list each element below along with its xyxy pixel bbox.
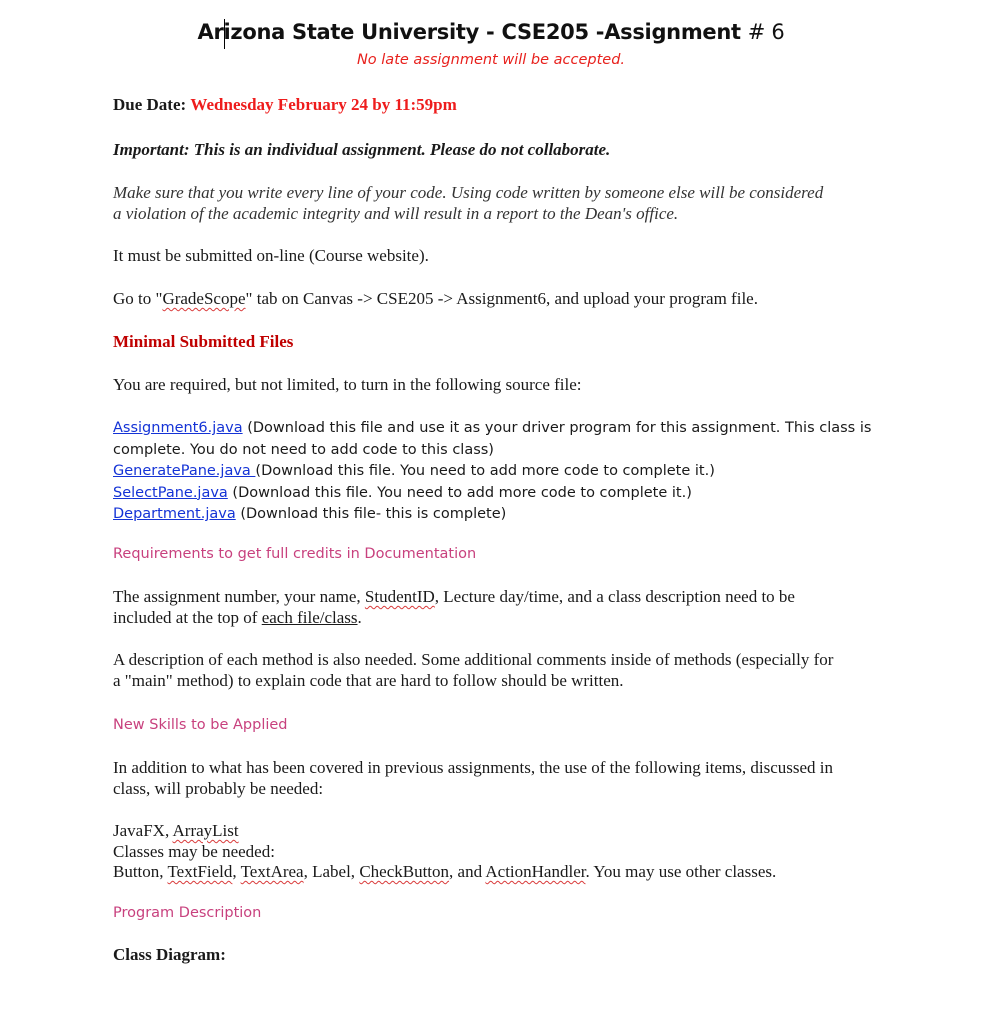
department-desc: (Download this file- this is complete)	[235, 506, 507, 522]
class-textfield: TextField	[167, 862, 233, 881]
gradescope-word: GradeScope	[162, 289, 246, 308]
class-button: Button,	[113, 862, 168, 881]
title-number: # 6	[747, 20, 785, 44]
department-link[interactable]: Department.java	[113, 506, 236, 522]
due-date-label: Due Date:	[113, 95, 187, 114]
skills-p1-line2: class, will probably be needed:	[113, 778, 324, 798]
gradescope-instructions	[113, 289, 873, 310]
class-diagram-label: Class Diagram:	[113, 945, 226, 964]
gradescope-post: " tab on Canvas -> CSE205 -> Assignment6, and upload your program file.	[245, 289, 758, 308]
doc-p1-line2-a: included at the top of	[113, 607, 262, 627]
file-item-generatepane	[113, 461, 873, 483]
documentation-p2-line1: A description of each method is also needed. Some additional comments inside of methods (especially for	[113, 650, 834, 669]
program-description-heading: Program Description	[113, 905, 262, 921]
assignment6-desc: (Download this file and use it as your driver program for this assignment. This class is	[242, 420, 872, 436]
file-item-assignment6-cont: complete. You do not need to add code to this class)	[113, 441, 494, 458]
doc-p1-b: , Lecture day/time, and a class description need to be	[434, 587, 795, 606]
document-title	[0, 20, 982, 44]
studentid-word: StudentID	[364, 587, 435, 606]
minimal-files-intro: You are required, but not limited, to turn in the following source file:	[113, 375, 582, 394]
classes-sep3: , and	[449, 862, 486, 881]
class-checkbutton: CheckButton	[359, 862, 450, 881]
integrity-line-2: a violation of the academic integrity and will result in a report to the Dean's office.	[113, 203, 679, 223]
skills-javafx-line	[113, 821, 873, 842]
submit-online-text: It must be submitted on-line (Course website).	[113, 246, 429, 265]
documentation-p1-line2	[113, 608, 873, 629]
documentation-heading: Requirements to get full credits in Documentation	[113, 546, 477, 562]
assignment6-link[interactable]: Assignment6.java	[113, 420, 243, 436]
classes-sep2: , Label,	[303, 862, 360, 881]
documentation-p2-line2: a "main" method) to explain code that are hard to follow should be written.	[113, 670, 624, 690]
minimal-files-heading: Minimal Submitted Files	[113, 332, 294, 351]
file-item-selectpane	[113, 483, 873, 505]
class-actionhandler: ActionHandler	[485, 862, 586, 881]
file-item-assignment6	[113, 418, 873, 440]
gradescope-pre: Go to "	[113, 289, 163, 308]
skills-p1-line1: In addition to what has been covered in previous assignments, the use of the following items, discussed in	[113, 758, 834, 777]
late-notice: No late assignment will be accepted.	[356, 52, 626, 68]
selectpane-desc: (Download this file. You need to add more code to complete it.)	[227, 484, 692, 501]
due-date-line	[113, 95, 873, 116]
doc-p1-line2-b: .	[357, 607, 362, 627]
classes-sep1: ,	[232, 862, 241, 881]
file-item-department	[113, 504, 873, 526]
documentation-p1-line1	[113, 587, 873, 608]
doc-p1-a: The assignment number, your name,	[113, 587, 365, 606]
each-file-class: each file/class	[261, 607, 358, 627]
generatepane-link[interactable]: GeneratePane.java	[113, 463, 256, 479]
generatepane-desc: (Download this file. You need to add more code to complete it.)	[255, 463, 715, 479]
javafx-text: JavaFX,	[113, 821, 173, 840]
new-skills-heading: New Skills to be Applied	[113, 717, 288, 733]
integrity-line-1: Make sure that you write every line of your code. Using code written by someone else will be considered	[113, 183, 824, 202]
arraylist-word: ArrayList	[172, 821, 239, 840]
selectpane-link[interactable]: SelectPane.java	[113, 484, 228, 501]
classes-tail: . You may use other classes.	[585, 862, 777, 881]
title-text: Arizona State University - CSE205 -Assignment	[197, 20, 741, 44]
classes-list	[113, 862, 873, 883]
important-notice: Important: This is an individual assignment. Please do not collaborate.	[113, 140, 611, 159]
due-date-value: Wednesday February 24 by 11:59pm	[190, 95, 457, 114]
class-textarea: TextArea	[240, 862, 304, 881]
classes-intro: Classes may be needed:	[113, 841, 275, 861]
